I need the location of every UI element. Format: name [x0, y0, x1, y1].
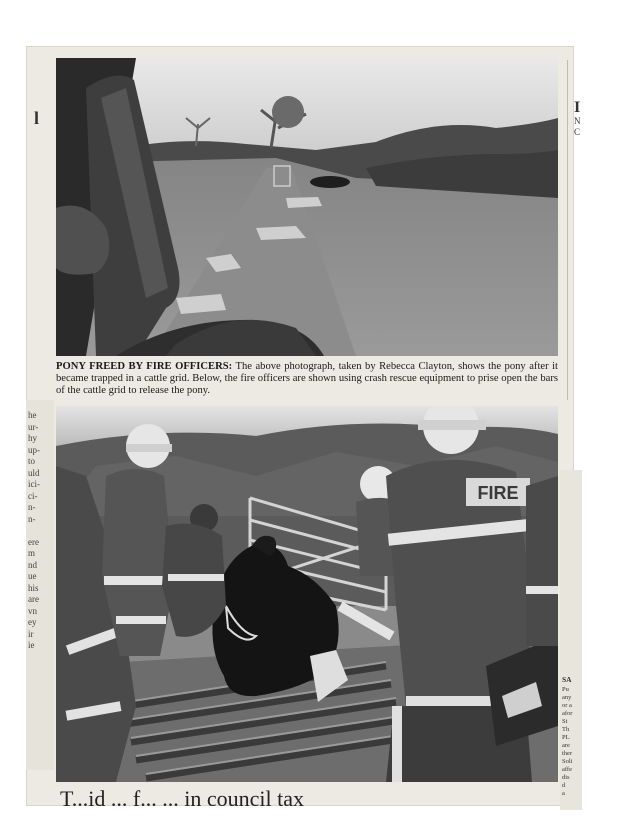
bottom-headline-fragment: T...id ... f... ... in council tax	[60, 786, 304, 810]
photo-pony-in-cattle-grid	[56, 58, 558, 356]
column-rule	[567, 60, 568, 400]
fire-jacket-label: FIRE	[477, 483, 519, 503]
caption-lead: PONY FREED BY FIRE OFFICERS:	[56, 361, 233, 372]
right-column-fragment: SA Pu any or a afor St Th PL are ther Soli affe dis d a	[562, 676, 573, 797]
photo-caption	[56, 361, 558, 397]
photo-fire-officers-rescue	[56, 406, 558, 782]
left-top-fragment: l	[34, 108, 40, 128]
caption-body: The above photograph, taken by Rebecca Clayton, shows the pony after it became trapped in a cattle grid. Below, the fire officers are shown using crash rescue equipment to prise open the bars of the cattle grid to release the pony.	[56, 361, 558, 396]
top-right-fragment: I N C	[574, 99, 581, 137]
left-column-fragment: he ur- hy up- to uld ici- ci- n- n- ere m nd ue his are vn ey ir ie	[28, 410, 40, 650]
